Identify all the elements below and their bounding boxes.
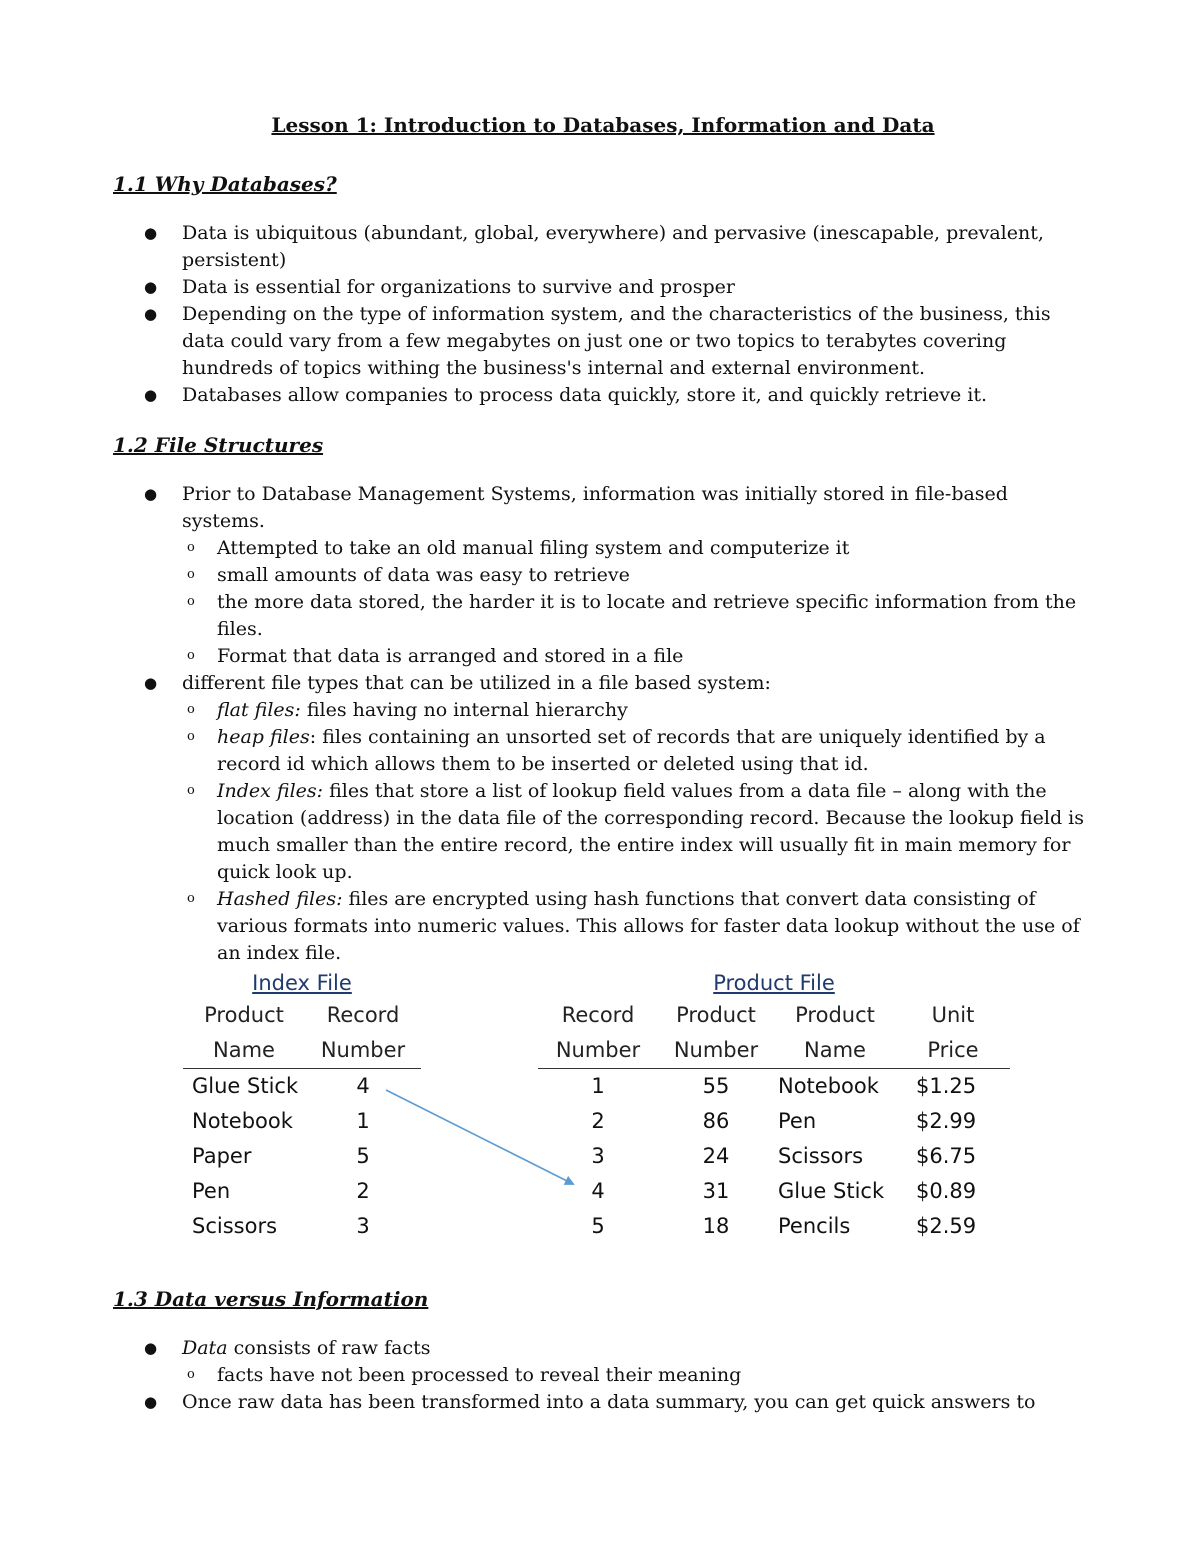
list-item: ● different file types that can be utilized in a file based system: o flat files: files having no internal hierarchy o heap files: files containing an unsorted set of records that are uniquely identified by a record id which allows them to be inserted or deleted using that id. o Index files: files that store a list of lookup field values from a data file – along with the location (address) in the data file of the corresponding record. Because the lookup field is much smaller than the entire record, the entire index will usually fit in main memory for quick look up. o Hashed files: files are encrypted using hash functions that convert data consisting of various formats into numeric values. This allows for faster data lookup without the use of an index file. xyxy=(182,670,1093,967)
sublist-item: o Hashed files: files are encrypted using hash functions that convert data consisting of various formats into numeric values. This allows for faster data lookup without the use of an index file. xyxy=(217,886,1093,967)
sublist xyxy=(182,535,1093,670)
bullet-icon: ● xyxy=(144,485,158,503)
table-cell: 31 xyxy=(702,1179,730,1203)
table-row xyxy=(538,1174,1010,1209)
table-cell: $6.75 xyxy=(916,1144,977,1168)
section-data-versus-information xyxy=(113,1285,1093,1438)
sublist-item: o the more data stored, the harder it is to locate and retrieve specific information from the files. xyxy=(217,589,1093,643)
index-file-grid xyxy=(183,998,421,1244)
circle-bullet-icon: o xyxy=(187,783,195,798)
bullet-icon: ● xyxy=(144,278,158,296)
sublist xyxy=(182,697,1093,967)
sublist-item: o facts have not been processed to reveal their meaning xyxy=(217,1362,1093,1389)
table-cell: 24 xyxy=(702,1144,730,1168)
table-row xyxy=(538,1209,1010,1244)
bullet-icon: ● xyxy=(144,1393,158,1411)
index-file-table xyxy=(183,968,421,1244)
column-header: Number xyxy=(658,1033,774,1069)
document-body xyxy=(113,110,1093,989)
table-cell: Pen xyxy=(778,1109,817,1133)
sublist-item: o Index files: files that store a list of lookup field values from a data file – along with the location (address) in the data file of the corresponding record. Because the lookup field is much smaller than the entire record, the entire index will usually fit in main memory for quick look up. xyxy=(217,778,1093,886)
table-cell: 5 xyxy=(591,1214,605,1238)
table-cell: Scissors xyxy=(778,1144,864,1168)
table-cell: 3 xyxy=(591,1144,605,1168)
column-header: Record xyxy=(561,1003,635,1027)
table-cell: 18 xyxy=(702,1214,730,1238)
table-cell: $1.25 xyxy=(916,1074,977,1098)
product-file-grid xyxy=(538,998,1010,1244)
circle-bullet-icon: o xyxy=(187,729,195,744)
circle-bullet-icon: o xyxy=(187,567,195,582)
table-cell: 5 xyxy=(356,1144,370,1168)
circle-bullet-icon: o xyxy=(187,891,195,906)
circle-bullet-icon: o xyxy=(187,648,195,663)
table-cell: Pencils xyxy=(778,1214,851,1238)
column-header: Name xyxy=(183,1033,305,1069)
table-cell: 2 xyxy=(591,1109,605,1133)
table-cell: 3 xyxy=(356,1214,370,1238)
table-cell: 4 xyxy=(591,1179,605,1203)
table-cell: 2 xyxy=(356,1179,370,1203)
table-row xyxy=(183,1174,421,1209)
table-row xyxy=(183,1209,421,1244)
page-title: Lesson 1: Introduction to Databases, Information and Data xyxy=(271,113,935,137)
table-header-row xyxy=(538,998,1010,1033)
circle-bullet-icon: o xyxy=(187,540,195,555)
section-heading-why-databases: 1.1 Why Databases? xyxy=(113,172,337,196)
table-cell: $2.99 xyxy=(916,1109,977,1133)
column-header: Product xyxy=(795,1003,875,1027)
table-row xyxy=(183,1139,421,1174)
index-file-caption: Index File xyxy=(252,971,352,995)
circle-bullet-icon: o xyxy=(187,702,195,717)
section-heading-data-vs-information: 1.3 Data versus Information xyxy=(113,1287,429,1311)
product-file-caption: Product File xyxy=(713,971,835,995)
bullet-icon: ● xyxy=(144,1339,158,1357)
table-cell: $0.89 xyxy=(916,1179,977,1203)
list-item: ● Data is ubiquitous (abundant, global, everywhere) and pervasive (inescapable, prevalent, persistent) xyxy=(144,222,1044,271)
data-vs-information-list xyxy=(113,1335,1093,1416)
list-item: ● Prior to Database Management Systems, information was initially stored in file-based systems. o Attempted to take an old manual filing system and computerize it o small amounts of data was easy to retrieve o the more data stored, the harder it is to locate and retrieve specific information from the files. o Format that data is arranged and stored in a file xyxy=(182,481,1093,670)
column-header: Number xyxy=(305,1033,421,1069)
sublist-item: o flat files: files having no internal hierarchy xyxy=(217,697,1093,724)
table-cell: Glue Stick xyxy=(192,1074,299,1098)
table-cell: 55 xyxy=(702,1074,730,1098)
sublist-item: o Attempted to take an old manual filing system and computerize it xyxy=(217,535,1093,562)
table-header-row xyxy=(183,1033,421,1069)
product-file-table xyxy=(538,968,1010,1244)
table-cell: Notebook xyxy=(192,1109,293,1133)
file-structures-list xyxy=(113,481,1093,967)
table-row xyxy=(538,1104,1010,1139)
table-cell: 86 xyxy=(702,1109,730,1133)
table-cell: 4 xyxy=(356,1074,370,1098)
table-cell: 1 xyxy=(356,1109,370,1133)
list-item: ● Data is essential for organizations to survive and prosper xyxy=(182,274,1093,301)
table-cell: $2.59 xyxy=(916,1214,977,1238)
column-header: Unit xyxy=(931,1003,975,1027)
table-cell: Scissors xyxy=(192,1214,278,1238)
table-cell: Notebook xyxy=(778,1074,879,1098)
table-header-row xyxy=(538,1033,1010,1069)
table-cell: 1 xyxy=(591,1074,605,1098)
column-header: Product xyxy=(204,1003,284,1027)
why-databases-list xyxy=(113,220,1093,409)
table-row xyxy=(538,1069,1010,1105)
table-cell: Pen xyxy=(192,1179,231,1203)
circle-bullet-icon: o xyxy=(187,594,195,609)
sublist xyxy=(182,1362,1093,1389)
table-cell: Paper xyxy=(192,1144,252,1168)
column-header: Number xyxy=(538,1033,658,1069)
column-header: Record xyxy=(326,1003,400,1027)
list-item: ● Databases allow companies to process data quickly, store it, and quickly retrieve it. xyxy=(182,382,1093,409)
circle-bullet-icon: o xyxy=(187,1367,195,1382)
section-heading-file-structures: 1.2 File Structures xyxy=(113,433,324,457)
bullet-icon: ● xyxy=(144,386,158,404)
list-item: ● Depending on the type of information system, and the characteristics of the business, this data could vary from a few megabytes on just one or two topics to terabytes covering hundreds of topics withing the business's internal and external environment. xyxy=(144,303,1051,379)
table-row xyxy=(183,1069,421,1105)
bullet-icon: ● xyxy=(144,305,158,323)
sublist-item: o small amounts of data was easy to retrieve xyxy=(217,562,1093,589)
sublist-item: o heap files: files containing an unsorted set of records that are uniquely identified by a record id which allows them to be inserted or deleted using that id. xyxy=(217,724,1093,778)
column-header: Name xyxy=(774,1033,896,1069)
list-item: ● Data consists of raw facts o facts have not been processed to reveal their meaning xyxy=(182,1335,1093,1389)
table-cell: Glue Stick xyxy=(778,1179,885,1203)
column-header: Price xyxy=(896,1033,1010,1069)
sublist-item: o Format that data is arranged and stored in a file xyxy=(217,643,1093,670)
table-row xyxy=(183,1104,421,1139)
column-header: Product xyxy=(676,1003,756,1027)
list-item: ● Once raw data has been transformed into a data summary, you can get quick answers to xyxy=(182,1389,1093,1416)
bullet-icon: ● xyxy=(144,674,158,692)
table-header-row xyxy=(183,998,421,1033)
bullet-icon: ● xyxy=(144,224,158,242)
table-row xyxy=(538,1139,1010,1174)
